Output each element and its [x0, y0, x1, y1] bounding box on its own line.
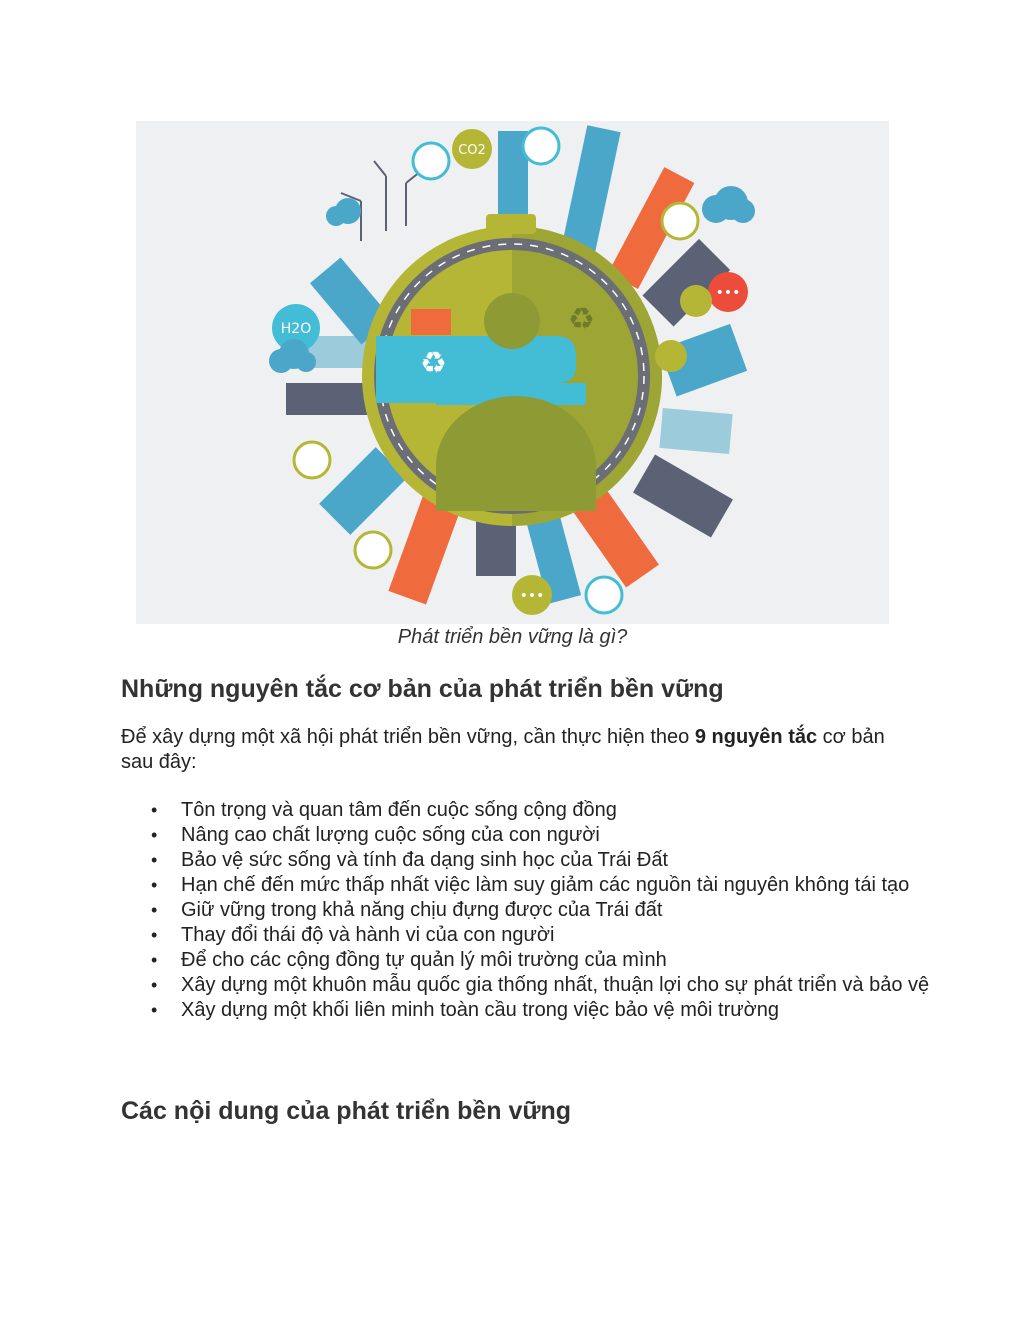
svg-text:CO2: CO2 [458, 143, 486, 158]
principles-list [121, 798, 971, 1023]
list-item: • Xây dựng một khối liên minh toàn cầu trong việc bảo vệ môi trường [181, 998, 971, 1023]
list-item: • Thay đổi thái độ và hành vi của con người [181, 923, 971, 948]
planet [362, 226, 662, 526]
list-item: • Xây dựng một khuôn mẫu quốc gia thống nhất, thuận lợi cho sự phát triển và bảo vệ [181, 973, 971, 998]
battery-bubble [355, 532, 391, 568]
intro-bold-count: 9 nguyên tắc [694, 726, 818, 748]
camera-bubble [523, 128, 559, 164]
eco-planet-graphic [136, 121, 889, 624]
section-heading-principles: Những nguyên tắc cơ bản của phát triển bền vững [121, 675, 724, 703]
leaf-bubble [413, 143, 449, 179]
bus [486, 214, 536, 234]
svg-text:H2O: H2O [280, 321, 312, 337]
tree-dot [680, 285, 712, 317]
intro-text-end: cơ bản sau đây: [121, 726, 885, 773]
section-heading-contents: Các nội dung của phát triển bền vững [121, 1097, 572, 1125]
intro-paragraph [121, 725, 911, 775]
list-item: • Giữ vững trong khả năng chịu đựng được của Trái đất [181, 898, 971, 923]
figure-caption: Phát triển bền vững là gì? [397, 626, 628, 648]
svg-text:•••: ••• [519, 588, 545, 604]
list-item: • Hạn chế đến mức thấp nhất việc làm suy giảm các nguồn tài nguyên không tái tạo [181, 873, 971, 898]
list-item: • Nâng cao chất lượng cuộc sống của con người [181, 823, 971, 848]
car-bubble [662, 203, 698, 239]
sustainable-development-illustration [136, 121, 889, 624]
bubble-co2 [452, 129, 492, 169]
list-item: • Để cho các cộng đồng tự quản lý môi trường của mình [181, 948, 971, 973]
microscope-bubble [586, 577, 622, 613]
list-item: • Tôn trọng và quan tâm đến cuộc sống cộng đồng [181, 798, 971, 823]
bulb-bubble [294, 442, 330, 478]
list-item: • Bảo vệ sức sống và tính đa dạng sinh học của Trái Đất [181, 848, 971, 873]
tree-dot [655, 340, 687, 372]
svg-text:•••: ••• [715, 285, 741, 301]
svg-text:♻: ♻ [568, 302, 595, 337]
intro-text-start: Để xây dựng một xã hội phát triển bền vững, cần thực hiện theo [121, 726, 695, 748]
svg-text:♻: ♻ [420, 346, 447, 381]
